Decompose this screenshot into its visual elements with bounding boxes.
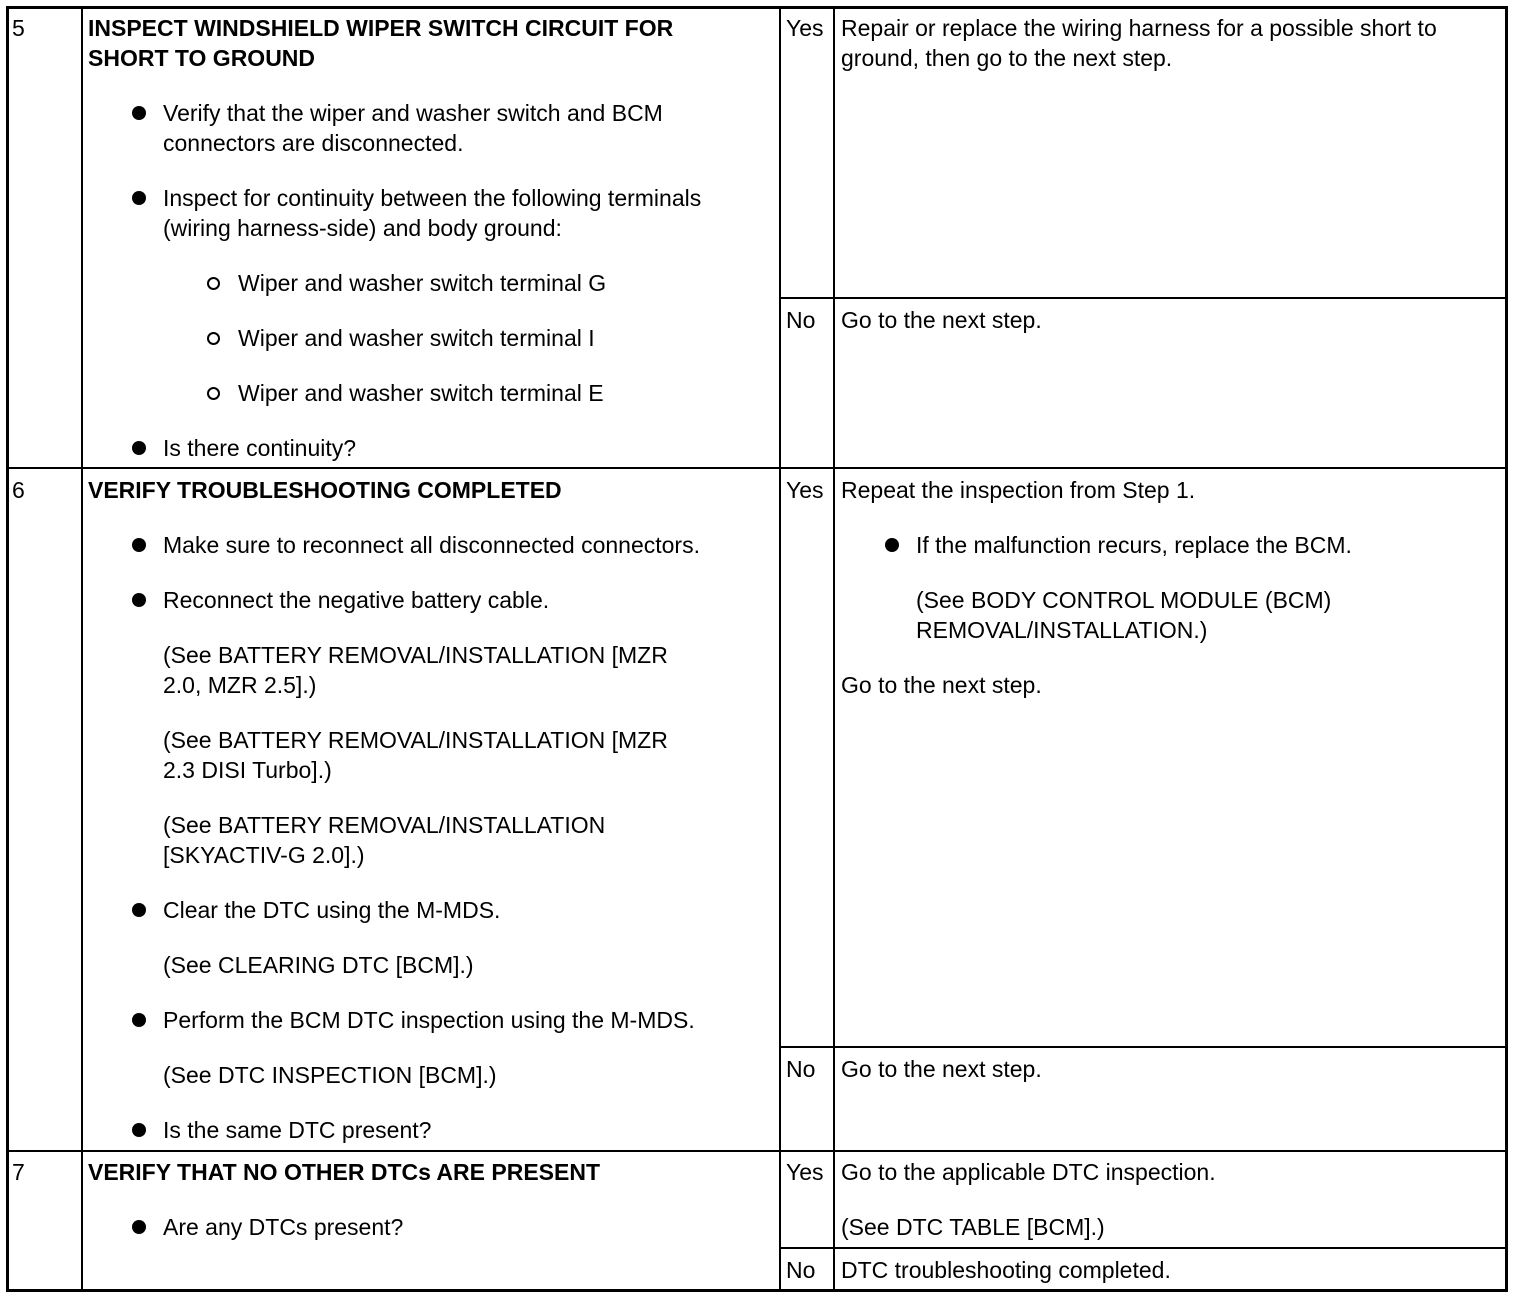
bullet-icon	[132, 593, 146, 607]
yes-bullet-text: If the malfunction recurs, replace the BCM.	[916, 532, 1352, 558]
yes-action: ground, then go to the next step.	[841, 45, 1173, 71]
sub-bullet-text: Wiper and washer switch terminal E	[238, 380, 604, 406]
reference-text: (See CLEARING DTC [BCM].)	[163, 952, 474, 978]
no-label: No	[786, 307, 816, 333]
step-title: VERIFY THAT NO OTHER DTCs ARE PRESENT	[88, 1159, 601, 1185]
bullet-icon	[132, 1123, 146, 1137]
yes-no-divider	[779, 1247, 1508, 1249]
yes-action: Repeat the inspection from Step 1.	[841, 477, 1196, 503]
bullet-icon	[132, 903, 146, 917]
reference-text: 2.0, MZR 2.5].)	[163, 672, 317, 698]
step-title: INSPECT WINDSHIELD WIPER SWITCH CIRCUIT FOR	[88, 15, 674, 41]
bullet-icon	[132, 441, 146, 455]
sub-bullet-text: Wiper and washer switch terminal G	[238, 270, 607, 296]
bullet-text: Reconnect the negative battery cable.	[163, 587, 550, 613]
sub-bullet-icon	[207, 387, 220, 400]
bullet-icon	[132, 538, 146, 552]
yes-action: Go to the applicable DTC inspection.	[841, 1159, 1216, 1185]
reference-text: (See DTC INSPECTION [BCM].)	[163, 1062, 497, 1088]
column-divider	[833, 6, 835, 1292]
yes-no-divider	[779, 1046, 1508, 1048]
yes-no-divider	[779, 297, 1508, 299]
step-title: SHORT TO GROUND	[88, 45, 316, 71]
sub-bullet-icon	[207, 277, 220, 290]
reference-text: (See DTC TABLE [BCM].)	[841, 1214, 1105, 1240]
bullet-icon	[132, 106, 146, 120]
step-title: VERIFY TROUBLESHOOTING COMPLETED	[88, 477, 562, 503]
bullet-text: Inspect for continuity between the following terminals	[163, 185, 702, 211]
bullet-text: Make sure to reconnect all disconnected connectors.	[163, 532, 700, 558]
reference-text: [SKYACTIV-G 2.0].)	[163, 842, 365, 868]
bullet-text: Verify that the wiper and washer switch and BCM	[163, 100, 663, 126]
sub-bullet-icon	[207, 332, 220, 345]
reference-text: 2.3 DISI Turbo].)	[163, 757, 332, 783]
row-divider	[6, 1150, 1508, 1152]
column-divider	[779, 6, 781, 1292]
step-number: 6	[12, 477, 25, 503]
no-label: No	[786, 1056, 816, 1082]
reference-text: (See BATTERY REMOVAL/INSTALLATION	[163, 812, 606, 838]
bullet-text: (wiring harness-side) and body ground:	[163, 215, 562, 241]
yes-label: Yes	[786, 15, 824, 41]
bullet-text: Clear the DTC using the M-MDS.	[163, 897, 501, 923]
bullet-icon	[132, 191, 146, 205]
bullet-icon	[132, 1220, 146, 1234]
bullet-text: Perform the BCM DTC inspection using the M-MDS.	[163, 1007, 695, 1033]
reference-text: REMOVAL/INSTALLATION.)	[916, 617, 1208, 643]
step-number: 5	[12, 15, 25, 41]
no-label: No	[786, 1257, 816, 1283]
step-number: 7	[12, 1159, 25, 1185]
no-action: Go to the next step.	[841, 1056, 1042, 1082]
bullet-text: Are any DTCs present?	[163, 1214, 404, 1240]
bullet-text: connectors are disconnected.	[163, 130, 464, 156]
bullet-text: Is the same DTC present?	[163, 1117, 432, 1143]
yes-action: Repair or replace the wiring harness for a possible short to	[841, 15, 1437, 41]
yes-action: Go to the next step.	[841, 672, 1042, 698]
sub-bullet-text: Wiper and washer switch terminal I	[238, 325, 595, 351]
column-divider	[81, 6, 83, 1292]
no-action: Go to the next step.	[841, 307, 1042, 333]
reference-text: (See BATTERY REMOVAL/INSTALLATION [MZR	[163, 642, 668, 668]
no-action: DTC troubleshooting completed.	[841, 1257, 1171, 1283]
bullet-text: Is there continuity?	[163, 435, 357, 461]
yes-label: Yes	[786, 1159, 824, 1185]
bullet-icon	[132, 1013, 146, 1027]
yes-label: Yes	[786, 477, 824, 503]
reference-text: (See BATTERY REMOVAL/INSTALLATION [MZR	[163, 727, 668, 753]
bullet-icon	[885, 538, 899, 552]
reference-text: (See BODY CONTROL MODULE (BCM)	[916, 587, 1332, 613]
row-divider	[6, 467, 1508, 469]
